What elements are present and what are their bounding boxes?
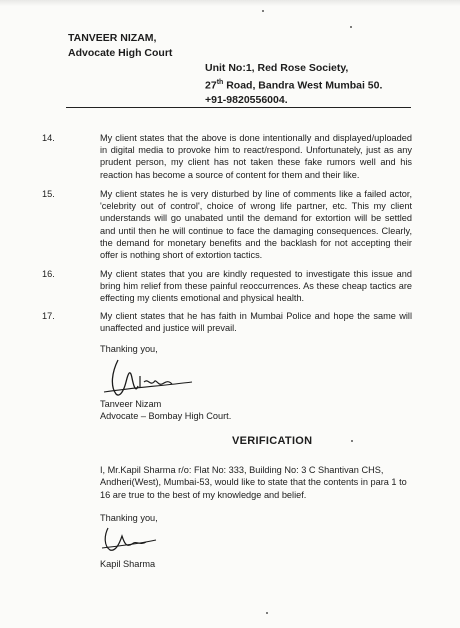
paragraph-number: 17. [42, 311, 55, 321]
paragraph-17 [42, 310, 412, 334]
verification-heading: VERIFICATION [232, 435, 313, 447]
signatory-role: Advocate – Bombay High Court. [100, 411, 232, 422]
signatory-name: Tanveer Nizam [100, 399, 162, 409]
address-number: 27 [205, 79, 217, 91]
paragraph-text: My client states he is very disturbed by line of comments like a failed actor, 'celebrity out of control', choice of wrong life partner, etc. This my client understands will go unabated until the demand for extortion will be settled and until then he will continue to face the damaging consequences. Clearly, the demand for monetary benefits and the backlash for not accepting their offer is nothing short of extortion tactics. [100, 189, 412, 261]
scan-speck [266, 612, 268, 614]
header-divider [66, 107, 411, 108]
advocate-signature [100, 352, 195, 402]
address-line-1: Unit No:1, Red Rose Society, [205, 62, 349, 74]
advocate-closing: Thanking you, [100, 344, 158, 354]
verifier-signature [100, 522, 160, 556]
scan-edge [0, 0, 460, 6]
address-line-2 [205, 76, 382, 93]
paragraph-14 [42, 132, 412, 181]
paragraph-text: My client states that you are kindly requested to investigate this issue and bring him relief from these painful reoccurrences. As these cheap tactics are effecting my clients emotional and physical health. [100, 269, 412, 304]
verifier-closing: Thanking you, [100, 513, 158, 523]
paragraph-number: 14. [42, 133, 55, 143]
scan-speck [351, 440, 353, 442]
scan-speck [262, 10, 264, 12]
address-ordinal: th [216, 78, 224, 86]
advocate-name: TANVEER NIZAM, [68, 32, 157, 44]
paragraph-15 [42, 188, 412, 261]
verification-text: I, Mr.Kapil Sharma r/o: Flat No: 333, Building No: 3 C Shantivan CHS, Andheri(West), Mumbai-53, would like to state that the contents in para 1 to 16 are true to the best of my knowledge and belief. [100, 465, 407, 500]
address-rest: Road, Bandra West Mumbai 50. [223, 79, 383, 91]
paragraph-16 [42, 268, 412, 305]
verifier-name: Kapil Sharma [100, 559, 156, 569]
paragraph-number: 15. [42, 189, 55, 199]
paragraph-text: My client states that the above is done intentionally and displayed/uploaded in digital media to provoke him to react/respond. Unfortunately, just as any prudent person, my client has not taken these fake rumors well and his reaction has become a source of content for them and their like. [100, 133, 412, 180]
scan-speck [350, 26, 352, 28]
letterhead-address [205, 61, 382, 107]
advocate-signoff [100, 398, 231, 422]
phone-number: +91-9820556004. [205, 93, 288, 106]
advocate-title: Advocate High Court [68, 47, 173, 59]
letterhead-left [68, 31, 172, 61]
paragraph-text: My client states that he has faith in Mumbai Police and hope the same will unaffected and justice will prevail. [100, 311, 412, 334]
paragraph-number: 16. [42, 269, 55, 279]
